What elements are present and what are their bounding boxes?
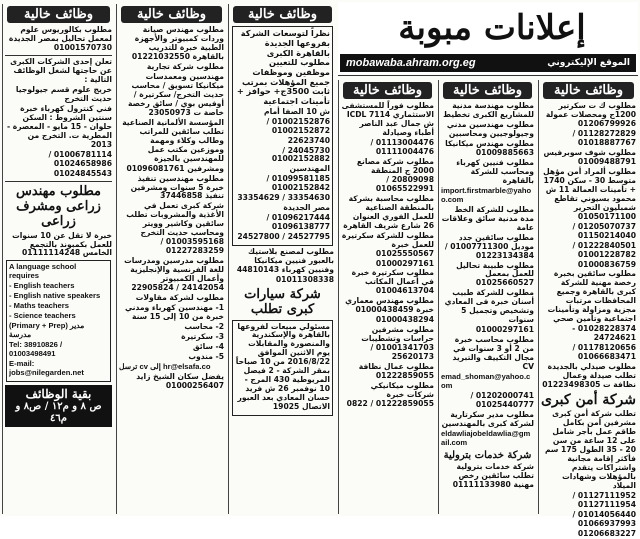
ad-text: مطلوب محاسبة بشركة بالمنطقة الصناعية للعمل الفوري العنوان 26 شارع شريف القاهرة (343, 193, 434, 230)
ad-text: خريج علوم قسم جيولوجيا حديث التخرج (15, 85, 112, 103)
ad-text: المؤسسة الألمانية الصناعية تطلب سائقين للمراتب وطالب وكلاء ومهمة وموزعين مكتب عمل للمهندسين بالجيزة (122, 117, 224, 163)
ad-text: مهندسين ومعمدسات ميكانيكا تسويق / محاسب حديث التخرج/ سكرتيرة / أوفيس بوي / سائق رخصة خاصة ت 23050973 (128, 72, 224, 117)
ad-text: 24045730 / 01002152882 (271, 145, 330, 164)
ad-text: مطلوب محاسب خبرة من 2 أو 3 سنوات في مجال التكييف والتبريد CV (452, 335, 534, 372)
ad-text: 01000297161 (475, 325, 534, 335)
ad-text: - English native speakers (9, 291, 101, 301)
ad-text: مطلوب للشركة سكرتيرة للعمل خبرة 01025550567 (341, 230, 434, 258)
ad-text: (Primary + Prep) مدير مدرسة (9, 321, 85, 340)
ad-text: 01006781114 / 01024658986 (48, 149, 112, 168)
ad-box (232, 26, 333, 246)
ad-text: مطلوب سائقين بخبرة رخصة مهنية للشركة كبرى بالقاهرة وجميع المحافظات مرتبات مجزية ومزاولة وتأمينات اجتماعية وتأمين صحي (547, 269, 636, 324)
column-1 (538, 80, 638, 538)
ad-text: مطلوب سائقين جدد موديل 01007711300 / 01223134384 (444, 232, 534, 260)
ad-text: 01206683227 (577, 528, 636, 538)
ad-text: 01011308338 (275, 274, 334, 284)
jobs-header: وظائف خالية (233, 6, 332, 23)
ad-text: - English teachers (9, 281, 75, 291)
ad-text: مطلوب لشركة مقاولات (135, 292, 224, 302)
ad-text: 01099581185 / 01002152842 (266, 174, 330, 193)
ad-text: مطلوب فوراً للمستشفى الاستثماري ICDL 7114 ش جمال عبد الناصر أطباء وصيادلة (341, 101, 434, 138)
ad-text: 01222840501 / 01001228782 (572, 240, 636, 259)
transport-header: شركة خدمات بترولية (443, 449, 532, 461)
ad-text: - Science teachers (9, 311, 76, 321)
ad-text: 1- مهندسين كهرباء ومدني خبرة من 10 إلى 15 سنة (124, 302, 224, 321)
ad-text: مطلوب صيدلي بالجديدة تطلب صيدلة وعمال نظافة ت 01223498305 (542, 362, 636, 389)
ad-text: تعلن إحدى الشركات الكبرى عن حاجتها لشغل الوظائف التالية : (10, 57, 112, 85)
masthead-bar (340, 54, 636, 72)
farm-header: مطلوب مهندس زراعى ومشرف زراعى (16, 183, 101, 230)
ad-text: المهندسين (289, 164, 330, 174)
ad-box (232, 320, 333, 417)
jobs-header: وظائف خالية (7, 6, 110, 23)
cars-header: شركة سيارات كبرى تطلب (244, 286, 321, 318)
website-url[interactable]: mobawaba.ahram.org.eg (346, 56, 476, 69)
ad-text: مطلوب ك ت سكرتير 1200ج ومحصلات عمولة 01206799926 (545, 101, 636, 129)
ad-text: مطلوب شركة مصانع 2000 ج المنطقة 20809098 / 01065522991 (356, 157, 434, 193)
ad-text: مطلوب بكالوريوس علوم لمعمل تحاليل بمصر الجديدة 01001570730 (8, 25, 112, 53)
english-ad-box (6, 260, 111, 381)
ad-text: 01096217444 / 01096138777 (266, 213, 330, 232)
ad-text: شركة خدمات بترولية تطلب سائقين رخص مهنية 01111133980 (452, 462, 534, 490)
ad-text: مطلوب مشرفين حراسات وتشطيبات 01001341703 / 25620173 (361, 325, 434, 362)
masthead-title: إعلانات مبوبة (398, 8, 586, 48)
ad-text: مطلوب مدير سكرتارية لشركة كبرى بالمهندسين (441, 409, 534, 428)
ad-text: 4- سائق (192, 341, 224, 351)
ad-text: 33354630 / 33354629 (237, 193, 330, 203)
ad-text: 01202000741 / 01025440777 (470, 390, 534, 409)
ad-text: Tel: 38910826 / 01003498491 (9, 340, 63, 358)
masthead (338, 2, 638, 76)
rest-title: بقية الوظائف (25, 386, 92, 401)
ad-text: 01028228374 - 24724621 (572, 324, 636, 343)
column-3 (338, 80, 436, 514)
ad-text: 01178120656 / 01066683471 (572, 343, 636, 362)
ad-text: 01024845543 (53, 168, 112, 178)
column-4 (228, 4, 336, 514)
ad-text: مطلوب شركة تجارية (146, 62, 224, 72)
ad-text: 01000438294 (375, 315, 434, 325)
ad-text: مطلوب مهندسين تنفيذ خبرة 5 سنوات ومشرفين تنفيذ 37446858 (130, 173, 224, 201)
ad-text: 01000297161 (375, 258, 434, 268)
ad-text: مطلوب مهندس معماري خبرة 01000438459 (345, 296, 434, 315)
column-6 (2, 4, 114, 514)
ad-text: 24527795 / 24527800 (237, 232, 330, 242)
ad-text: شركة كبرى تعمل في الأغذية والمشروبات تطلب سائقين وكاشير وويتر ومحاسب حديث التخرج 01003595168 / 01227283259 (126, 201, 224, 256)
ad-text: مطلوب سكرتيرة خبرة في أعمال المكاتب 01004613704 (351, 268, 434, 296)
ad-text: مطلوب طبيبة تحاليل للعمل بمعمل 01025660527 (456, 260, 534, 288)
column-5 (116, 4, 226, 514)
ad-text: import.firstmarble@yahoo.com (441, 185, 532, 204)
ad-text: 3- سكرتيرة (181, 331, 224, 341)
ad-text: مسئولي مبيعات لفروعها بالقاهرة والإسكندرية والمنصورة والمقابلات يوم الاثنين الموافق 2016/8/22 من 10 صباحاً بمقر الشركة - 2 فيصل المريوطية 430 المرج - 10 نوفمبر 26 ش فريد حسان المعادي بعد العبور الاتصال 19025 (235, 321, 330, 412)
ad-text: مطلوب فنيين كهرباء ومحاسب للشركة بالقاهرة (456, 158, 534, 185)
ad-text: ومشرفين 01096081761 (126, 163, 224, 173)
ad-text: - Maths teachers (9, 301, 69, 311)
ad-text: مطلوب للشركة طبيب أسنان خبرة فى المعادي وتشخيص وتجميل 5 سنوات (444, 288, 534, 325)
ad-text: مطلوب مدرسين ومدرسات للغة الفرنسية والإنجليزية وأعمال الكمبيوتر 24142054 / 22905824 (124, 256, 224, 293)
ad-text: نظراً لتوسعات الشركة بفروعها الجديدة بالقاهرة الكبرى مطلوب للتعيين موظفين وموظفات جميع المؤهلات بمرتب ثابت 3500ج+ حوافز + تأمينات اجتماعية (236, 28, 330, 107)
ad-text: فني كنترول كهرباء خبرة سنتين الشروط : السكن حلوان - 15 مايو - المعصرة - المطرية ت. التخرج من 2013 (6, 103, 112, 149)
ad-text: eldawliajobeldawlia@gmail.com (441, 428, 531, 447)
ad-text: مطلوب مهندسة مدنية للمشاريع الكبرى تخطيط (443, 101, 534, 120)
ad-text: 01205070737 / 01150214040 (572, 221, 636, 240)
website-label: الموقع الإليكتروني (547, 57, 630, 68)
ad-text: 01113004476 / 01111004476 (370, 138, 434, 157)
ad-text: مطلوب للشركة الخط مدة مدنية سائق وعلاقات عامة (441, 204, 534, 232)
ad-text: مطلوب مهندس ميكانيكا 01009885663 (445, 139, 534, 158)
ad-text: يفضل سكان الشيخ زايد 01000256407 (136, 371, 224, 390)
ad-text: 2- محاسب (184, 321, 224, 331)
ad-text: مطلوب عمال نظافة 01222859055 (358, 362, 434, 380)
ad-text: مطلوب شوف سوبرفيس 01009488791 (543, 148, 636, 167)
ad-text: 5- مندوب (188, 351, 224, 361)
ad-text: 01128272829 / 01018887767 (572, 129, 636, 148)
ad-text: تطلب شركة أمن كبرى مشرفين أمن بكامل طاقم عمل بأجر شامل على 12 ساعة من سن 20 - 35 الطول 175 سم فأكثر إقامة مجانية واشتراكات يتقدم بالمؤهلات وشهادات الميلاد (544, 409, 636, 491)
ad-text: 01000836759 (577, 259, 636, 269)
ad-text: مطلوب مهندسين مدني وجيولوجيين ومحاسبين (446, 120, 534, 139)
rest-hours: ص ٨ و م١٢ / ص٨ و م٤٦ (15, 401, 102, 424)
ad-text: مطلوب ميكانيكي شركات خبرة 01222859055 / 0822 (346, 380, 434, 408)
jobs-header: وظائف خالية (443, 82, 532, 99)
ad-text: مطلوب ألمراد أمن مؤهل متوسط 30 - سكن 1740 + تأمينات العمالة 11 ش محمود بسيوني تقاطع شمبليون التحرير 01050171100 (543, 167, 636, 221)
jobs-header: وظائف خالية (343, 82, 432, 99)
ad-text: مصر الجديدة (283, 203, 330, 213)
ad-text: 01014056440 / 01066937993 (572, 509, 636, 528)
ad-text: 01127111952 / 01127111954 (572, 490, 636, 509)
security-header: شركة أمن كبرى (541, 391, 636, 408)
ad-text: ش 10 الصفا أمام (264, 106, 330, 116)
rest-box (5, 385, 112, 427)
column-2 (438, 80, 536, 514)
ad-text: خبرة لا تقل عن 10 سنوات للعمل بكمبوند بالتجمع الخامس 01111114248 (12, 230, 112, 258)
ad-text: emad_shoman@yahoo.com (441, 371, 531, 390)
ad-text: مطلوب لمصنع بلاستيك بالعبور فنيين ميكانيكا وفنيين كهرباء 44810143 (236, 247, 334, 274)
ad-text: مطلوب مهندس صيانة وردات كمبيوتر والأجهزة الطبية خبرة للتدريب بالقاهرة 01221032550 (131, 25, 224, 62)
ad-text: ترسل cv إلى hr@elsafa.co (119, 361, 211, 371)
jobs-header: وظائف خالية (121, 6, 222, 23)
ad-text: 22623740 (287, 135, 330, 145)
jobs-header: وظائف خالية (543, 82, 634, 99)
ad-text: E-mail: jobs@nilegarden.net (9, 358, 84, 377)
ad-text: 01002152876 / 01002152872 (266, 116, 330, 135)
ad-text: A language school requires (9, 262, 77, 281)
